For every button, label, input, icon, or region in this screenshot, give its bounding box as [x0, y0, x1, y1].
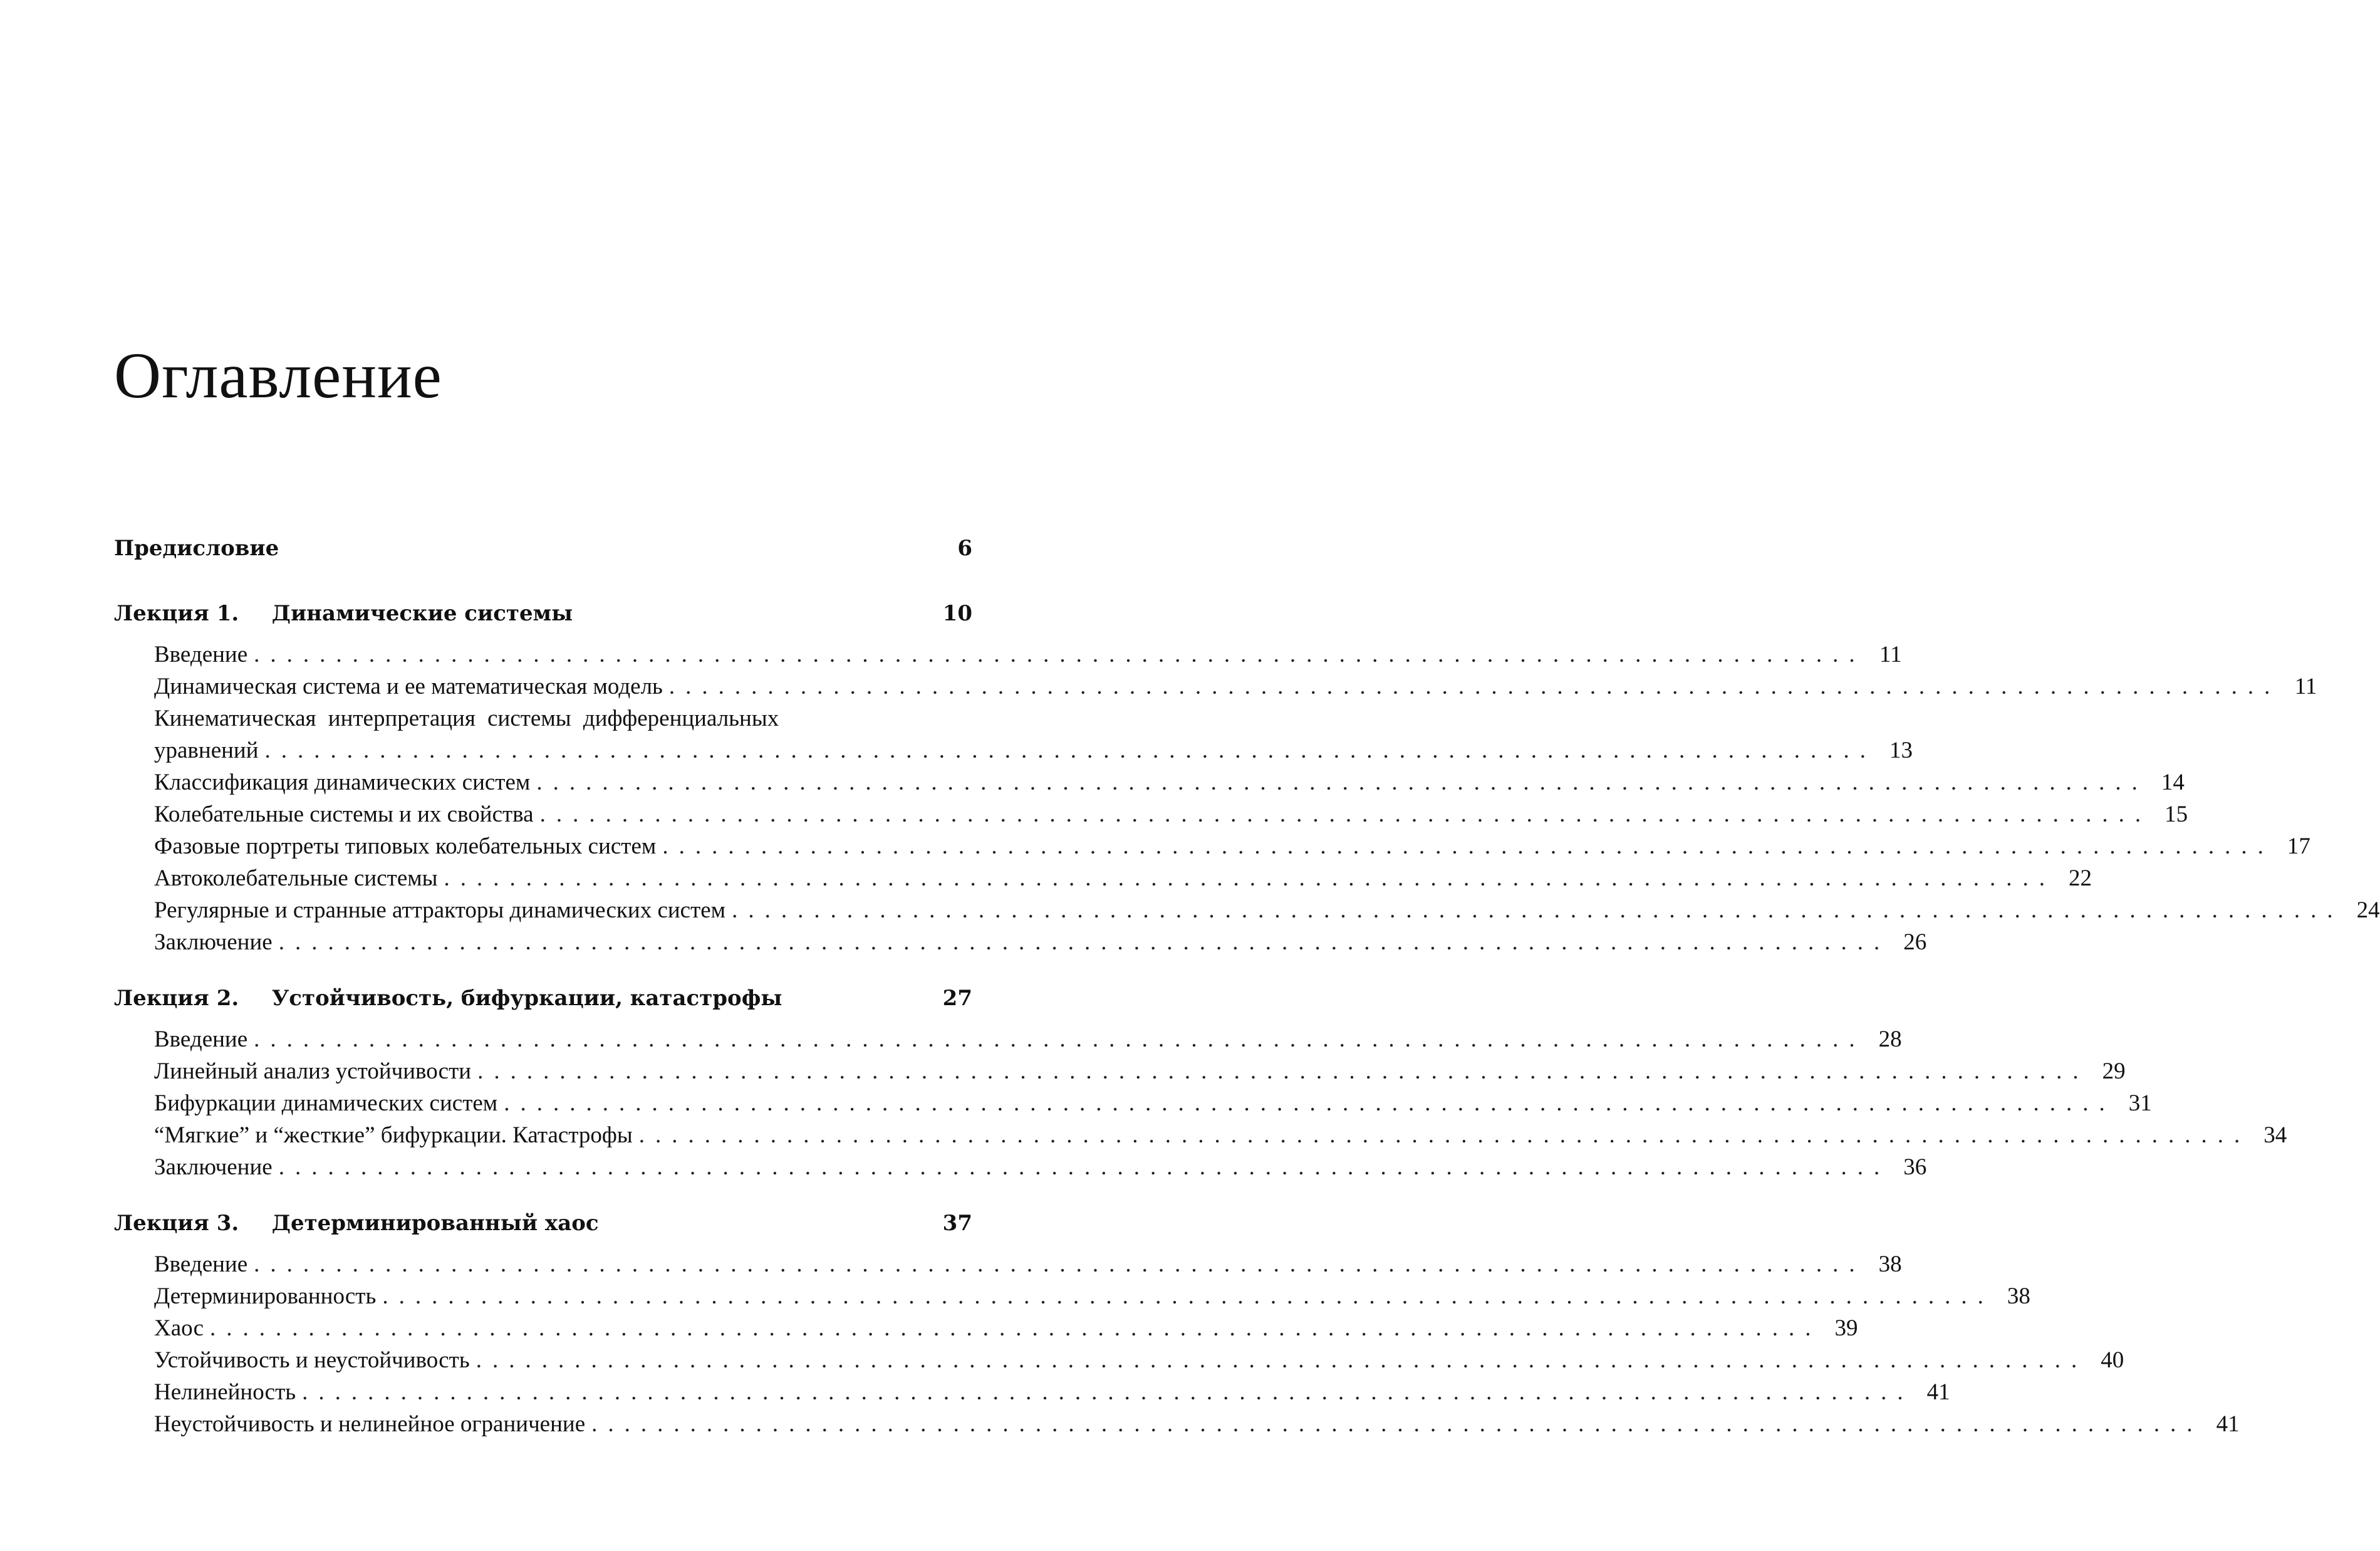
- toc-entry[interactable]: [114, 1026, 1902, 1058]
- entry-title: Введение: [154, 1251, 248, 1277]
- entry-page: 39: [1834, 1315, 1858, 1341]
- toc-chapter-3: [114, 1211, 2240, 1443]
- dot-leader: ..................................................................................................: [254, 1026, 1866, 1052]
- toc-entry[interactable]: [114, 769, 2185, 801]
- entry-page: 14: [2161, 770, 2185, 795]
- chapter-label: Лекция: [114, 986, 209, 1011]
- dot-leader: ..................................................................................................: [504, 1090, 2116, 1116]
- entry-title: Введение: [154, 642, 248, 667]
- entry-page: 41: [1926, 1379, 1950, 1405]
- toc-entry[interactable]: [114, 1154, 1927, 1186]
- entry-page: 26: [1903, 929, 1927, 955]
- toc-entry[interactable]: [114, 897, 2380, 929]
- section-list: [114, 1251, 2240, 1443]
- dot-leader: ..................................................................................................: [382, 1283, 1994, 1309]
- chapter-title: Динамические системы: [271, 601, 573, 626]
- entry-title: Нелинейность: [154, 1379, 296, 1405]
- entry-page: 13: [1889, 738, 1913, 763]
- entry-page: 22: [2069, 865, 2092, 891]
- entry-page: 15: [2164, 802, 2188, 827]
- toc-entry[interactable]: [114, 1315, 1858, 1347]
- dot-leader: ..................................................................................................: [444, 865, 2056, 891]
- entry-title: Колебательные системы и их свойства: [154, 802, 534, 827]
- chapter-heading[interactable]: [114, 1211, 972, 1251]
- toc-entry[interactable]: [114, 801, 2188, 833]
- entry-title: Детерминированность: [154, 1283, 377, 1309]
- chapter-number: 2.: [216, 986, 239, 1011]
- toc-entry[interactable]: [114, 1122, 2287, 1154]
- entry-title: Фазовые портреты типовых колебательных систем: [154, 833, 657, 859]
- chapter-page: 37: [942, 1211, 972, 1236]
- chapter-number: 1.: [216, 601, 239, 626]
- toc-chapter-1: [114, 601, 2380, 961]
- chapter-label: Лекция: [114, 601, 209, 626]
- section-list: [114, 641, 2380, 961]
- toc-entry[interactable]: [114, 929, 1927, 961]
- entry-page: 24: [2356, 897, 2380, 923]
- chapter-heading[interactable]: [114, 986, 972, 1026]
- dot-leader: ..................................................................................................: [539, 802, 2152, 827]
- entry-page: 38: [1878, 1251, 1902, 1277]
- entry-page: 11: [1879, 642, 1902, 667]
- entry-title: Динамическая система и ее математическая модель: [154, 674, 663, 699]
- entry-title: Автоколебательные системы: [154, 865, 438, 891]
- dot-leader: ..................................................................................................: [591, 1411, 2203, 1437]
- page-title: Оглавление: [114, 340, 442, 412]
- entry-title: Устойчивость и неустойчивость: [154, 1347, 470, 1373]
- entry-title: Классификация динамических систем: [154, 770, 531, 795]
- entry-title: Неустойчивость и нелинейное ограничение: [154, 1411, 586, 1437]
- entry-title: “Мягкие” и “жесткие” бифуркации. Катастрофы: [154, 1122, 633, 1148]
- toc-entry[interactable]: [114, 1379, 1950, 1411]
- toc-entry[interactable]: [114, 1251, 1902, 1283]
- entry-title: Бифуркации динамических систем: [154, 1090, 498, 1116]
- entry-page: 29: [2102, 1058, 2126, 1084]
- dot-leader: ..................................................................................................: [668, 674, 2281, 699]
- entry-page: 34: [2263, 1122, 2287, 1148]
- toc-entry[interactable]: [114, 1347, 2124, 1379]
- chapter-heading[interactable]: [114, 601, 972, 641]
- toc-entry[interactable]: [114, 641, 1902, 673]
- dot-leader: ..................................................................................................: [278, 1154, 1891, 1180]
- dot-leader: ..................................................................................................: [264, 738, 1877, 763]
- chapter-title: Устойчивость, бифуркации, катастрофы: [271, 986, 782, 1011]
- dot-leader: ..................................................................................................: [732, 897, 2344, 923]
- toc-entry[interactable]: [114, 1411, 2240, 1443]
- entry-page: 41: [2216, 1411, 2240, 1437]
- entry-title: Линейный анализ устойчивости: [154, 1058, 472, 1084]
- preface-title: Предисловие: [114, 536, 279, 561]
- entry-page: 38: [2007, 1283, 2030, 1309]
- toc-entry[interactable]: [114, 673, 2317, 705]
- entry-page: 17: [2287, 833, 2310, 859]
- section-list: [114, 1026, 2287, 1186]
- dot-leader: ..................................................................................................: [638, 1122, 2251, 1148]
- preface-page: 6: [957, 536, 972, 561]
- toc-preface[interactable]: [114, 536, 972, 576]
- chapter-title: Детерминированный хаос: [271, 1211, 599, 1236]
- chapter-page: 10: [942, 601, 972, 626]
- entry-title: Заключение: [154, 1154, 273, 1180]
- dot-leader: ..................................................................................................: [278, 929, 1891, 955]
- entry-page: 36: [1903, 1154, 1927, 1180]
- toc-entry[interactable]: [114, 1058, 2126, 1090]
- entry-title: Заключение: [154, 929, 273, 955]
- entry-page: 11: [2294, 674, 2317, 699]
- toc-entry[interactable]: [114, 833, 2310, 865]
- dot-leader: ..................................................................................................: [536, 770, 2148, 795]
- toc-entry[interactable]: [114, 1090, 2152, 1122]
- entry-page: 31: [2128, 1090, 2152, 1116]
- entry-title: Хаос: [154, 1315, 204, 1341]
- dot-leader: ..................................................................................................: [477, 1058, 2089, 1084]
- entry-page: 28: [1878, 1026, 1902, 1052]
- entry-page: 40: [2101, 1347, 2124, 1373]
- chapter-page: 27: [942, 986, 972, 1011]
- entry-title-line2: уравнений: [154, 738, 259, 763]
- toc-entry[interactable]: [114, 705, 1913, 769]
- toc-entry[interactable]: [114, 1283, 2030, 1315]
- entry-title: Введение: [154, 1026, 248, 1052]
- dot-leader: ..................................................................................................: [475, 1347, 2088, 1373]
- toc-entry[interactable]: [114, 865, 2092, 897]
- dot-leader: ..................................................................................................: [210, 1315, 1822, 1341]
- dot-leader: ..................................................................................................: [302, 1379, 1914, 1405]
- dot-leader: ..................................................................................................: [254, 642, 1866, 667]
- dot-leader: ..................................................................................................: [662, 833, 2274, 859]
- entry-title: Регулярные и странные аттракторы динамических систем: [154, 897, 726, 923]
- table-of-contents: [114, 536, 2380, 1468]
- dot-leader: ..................................................................................................: [254, 1251, 1866, 1277]
- chapter-label: Лекция: [114, 1211, 209, 1236]
- entry-title-line1: Кинематическая интерпретация системы дифференциальных: [154, 706, 779, 731]
- chapter-number: 3.: [216, 1211, 239, 1236]
- toc-chapter-2: [114, 986, 2287, 1186]
